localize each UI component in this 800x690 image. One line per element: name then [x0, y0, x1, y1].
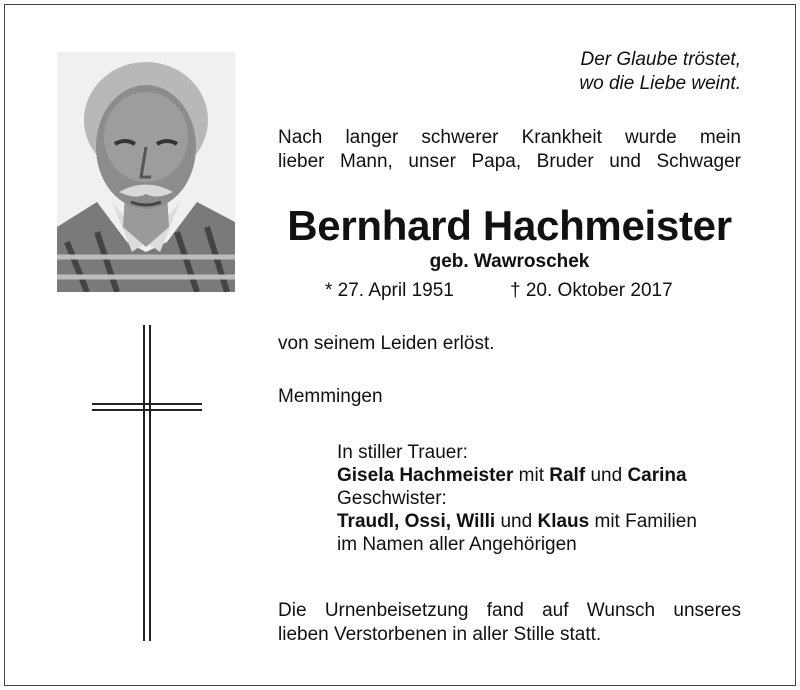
- intro-text: [278, 126, 741, 174]
- mourner-wife: Gisela Hachmeister: [337, 465, 514, 486]
- portrait-image: [57, 52, 235, 292]
- birth-date: * 27. April 1951: [325, 280, 454, 301]
- mourners-heading: In stiller Trauer:: [337, 442, 468, 463]
- mourners-others: im Namen aller Angehörigen: [337, 534, 577, 555]
- mourner-word: und: [495, 511, 538, 532]
- mourner-word: mit: [513, 465, 550, 486]
- mourner-child-2: Carina: [627, 465, 687, 486]
- death-date: † 20. Oktober 2017: [510, 280, 673, 301]
- motto: [579, 48, 741, 96]
- intro-line-1: Nach langer schwerer Krankheit wurde mein: [278, 127, 741, 148]
- mourners-line-1: [337, 464, 697, 487]
- portrait-photo: [57, 52, 235, 292]
- mourner-siblings: Traudl, Ossi, Willi: [337, 511, 496, 532]
- closing-line-1: Die Urnenbeisetzung fand auf Wunsch unseres: [278, 600, 741, 621]
- motto-line-1: Der Glaube tröstet,: [580, 49, 741, 70]
- mourner-sibling-last: Klaus: [537, 511, 590, 532]
- mourner-word: mit Familien: [589, 511, 697, 532]
- deceased-name: Bernhard Hachmeister: [287, 202, 732, 249]
- cross-icon: [92, 325, 202, 641]
- released-text: von seinem Leiden erlöst.: [278, 333, 495, 354]
- closing-line-2: lieben Verstorbenen in aller Stille statt.: [278, 624, 602, 645]
- birth-name: geb. Wawroschek: [429, 251, 590, 272]
- mourners-block: [337, 441, 697, 556]
- siblings-label: Geschwister:: [337, 488, 447, 509]
- intro-line-2: lieber Mann, unser Papa, Bruder und Schwager: [278, 151, 741, 172]
- closing-text: [278, 599, 741, 647]
- mourner-word: und: [585, 465, 628, 486]
- city: Memmingen: [278, 386, 383, 407]
- mourner-child-1: Ralf: [549, 465, 586, 486]
- motto-line-2: wo die Liebe weint.: [579, 73, 741, 94]
- mourners-line-2: [337, 510, 697, 533]
